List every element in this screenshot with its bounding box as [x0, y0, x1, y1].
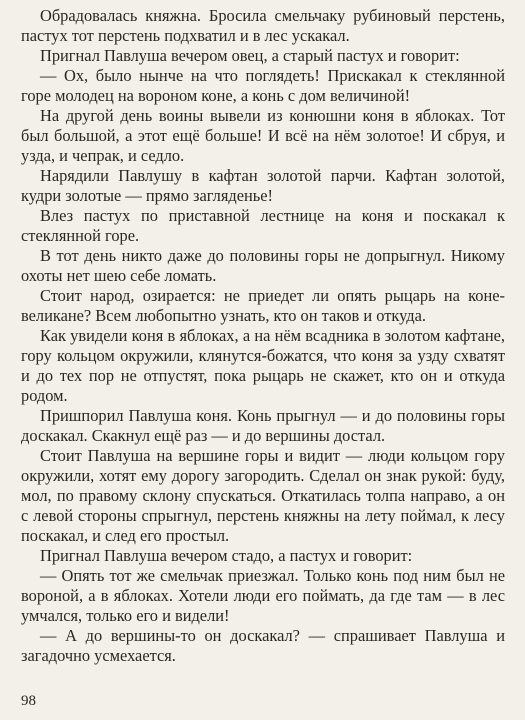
paragraph: Нарядили Павлушу в кафтан золотой парчи. Кафтан золотой, кудри золотые — прямо загляденье!	[21, 166, 505, 205]
paragraph: Пришпорил Павлуша коня. Конь прыгнул — и до половины горы доскакал. Скакнул ещё раз — и до вершины достал.	[21, 406, 505, 445]
page-text	[21, 6, 505, 666]
paragraph: — Ох, было нынче на что поглядеть! Прискакал к стеклянной горе молодец на вороном коне, а конь с дом величиной!	[21, 66, 505, 105]
paragraph: В тот день никто даже до половины горы не допрыгнул. Никому охоты нет шею себе ломать.	[21, 246, 505, 285]
paragraph: Стоит народ, озирается: не приедет ли опять рыцарь на коне-великане? Всем любопытно узнать, кто он таков и откуда.	[21, 286, 505, 325]
paragraph: Пригнал Павлуша вечером овец, а старый пастух и говорит:	[40, 46, 460, 65]
paragraph: Как увидели коня в яблоках, а на нём всадника в золотом кафтане, гору кольцом окружили, клянутся-божатся, что коня за узду схватят и до тех пор не отпустят, пока рыцарь не скажет, кто он и откуда родом.	[21, 326, 505, 405]
page-number: 98	[21, 693, 36, 709]
paragraph: — А до вершины-то он доскакал? — спрашивает Павлуша и загадочно усмехается.	[21, 626, 505, 665]
paragraph: Обрадовалась княжна. Бросила смельчаку рубиновый перстень, пастух тот перстень подхватил и в лес ускакал.	[21, 6, 505, 45]
paragraph: Влез пастух по приставной лестнице на коня и поскакал к стеклянной горе.	[21, 206, 505, 245]
paragraph: Стоит Павлуша на вершине горы и видит — люди кольцом гору окружили, хотят ему дорогу загородить. Сделал он знак рукой: буду, мол, по правому склону спускаться. Откатилась толпа направо, а он с левой стороны спрыгнул, перстень княжны на лету поймал, к лесу поскакал, и след его простыл.	[21, 446, 505, 545]
paragraph: — Опять тот же смельчак приезжал. Только конь под ним был не вороной, а в яблоках. Хотели люди его поймать, да где там — в лес умчался, только его и видели!	[21, 566, 505, 625]
paragraph: На другой день воины вывели из конюшни коня в яблоках. Тот был большой, а этот ещё больше! И всё на нём золотое! И сбруя, и узда, и чепрак, и седло.	[21, 106, 505, 165]
paragraph: Пригнал Павлуша вечером стадо, а пастух и говорит:	[40, 546, 413, 565]
